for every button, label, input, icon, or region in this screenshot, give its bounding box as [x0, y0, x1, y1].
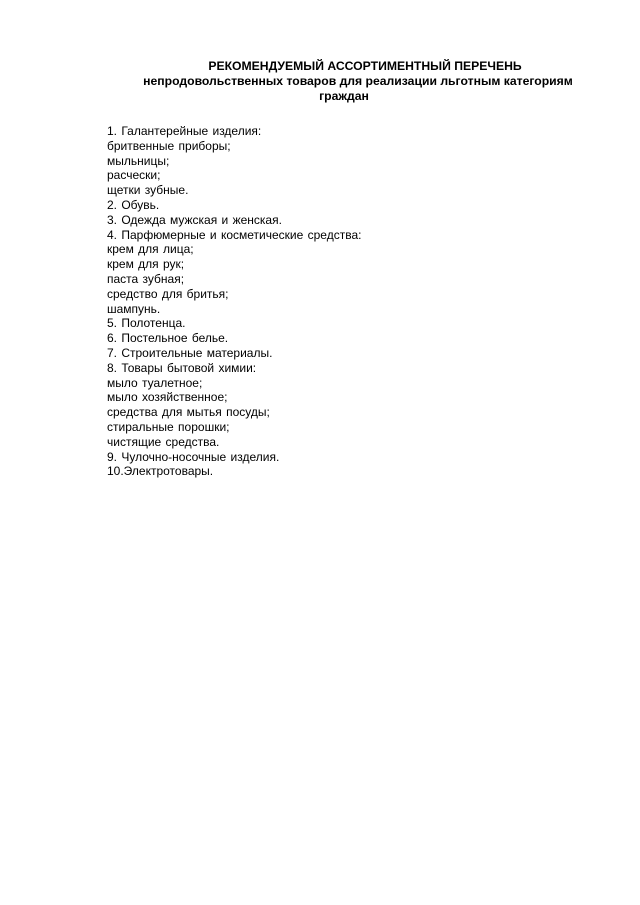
list-item: мыло туалетное; — [107, 375, 203, 390]
list-item: 1. Галантерейные изделия: — [107, 124, 262, 138]
list-item: мыльницы; — [107, 153, 170, 168]
list-item: чистящие средства. — [107, 434, 220, 449]
list-item: крем для лица; — [107, 242, 194, 257]
list-item: 8. Товары бытовой химии: — [107, 360, 257, 375]
list-item: паста зубная; — [107, 271, 185, 286]
list-item: 3. Одежда мужская и женская. — [107, 212, 282, 227]
list-item: расчески; — [107, 168, 161, 183]
list-item: средство для бритья; — [107, 286, 229, 301]
document-title — [0, 59, 640, 104]
list-item: 4. Парфюмерные и косметические средства: — [107, 227, 362, 242]
list-item: 5. Полотенца. — [107, 316, 186, 331]
list-item: 10.Электротовары. — [107, 464, 214, 479]
list-item: 7. Строительные материалы. — [107, 345, 273, 360]
list-item: крем для рук; — [107, 257, 185, 272]
list-item: бритвенные приборы; — [107, 138, 231, 153]
title-line-2: непродовольственных товаров для реализации льготным категориям — [143, 74, 573, 88]
title-line-1: РЕКОМЕНДУЕМЫЙ АССОРТИМЕНТНЫЙ ПЕРЕЧЕНЬ — [208, 59, 522, 73]
list-item: щетки зубные. — [107, 183, 189, 198]
list-item: 6. Постельное белье. — [107, 331, 229, 346]
list-item: средства для мытья посуды; — [107, 405, 270, 420]
list-item: мыло хозяйственное; — [107, 390, 228, 405]
list-item: 2. Обувь. — [107, 197, 160, 212]
title-line-3: граждан — [319, 89, 369, 103]
assortment-list — [107, 124, 527, 479]
list-item: стиральные порошки; — [107, 419, 230, 434]
list-item: 9. Чулочно-носочные изделия. — [107, 449, 280, 464]
list-item: шампунь. — [107, 301, 161, 316]
